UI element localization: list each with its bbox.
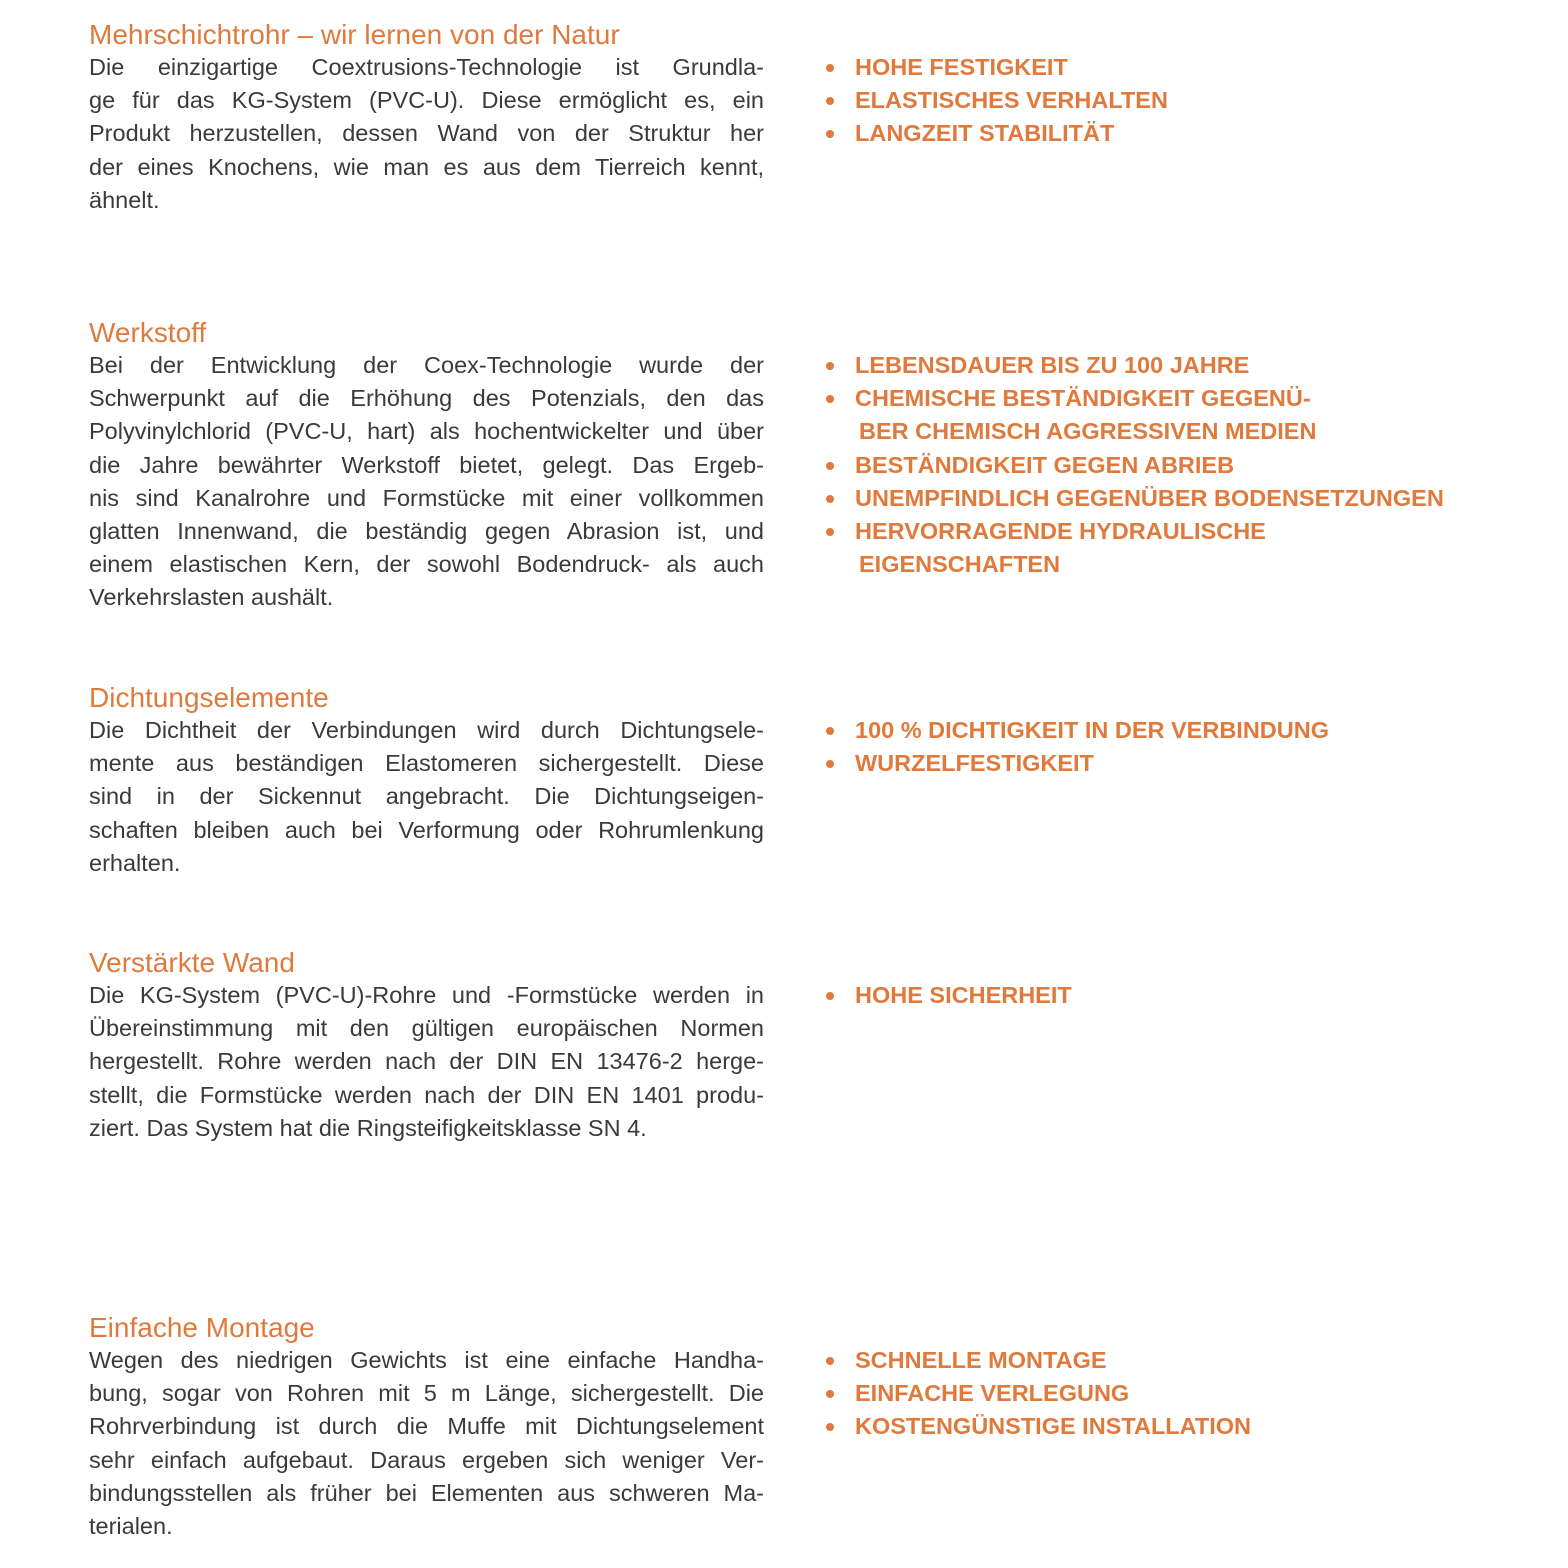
feature-text: HOHE FESTIGKEIT: [855, 54, 1068, 80]
paragraph-line: ähnelt.: [89, 186, 160, 213]
feature-item: [822, 449, 1542, 482]
feature-text: BER CHEMISCH AGGRESSIVEN MEDIEN: [859, 418, 1317, 445]
paragraph-line: terialen.: [89, 1513, 173, 1540]
paragraph-line: ge für das KG-System (PVC-U). Diese ermöglicht es, ein: [89, 87, 764, 114]
paragraph-line: bindungsstellen als früher bei Elementen aus schweren Ma-: [89, 1479, 764, 1506]
feature-item: [822, 1410, 1542, 1443]
feature-text: EINFACHE VERLEGUNG: [855, 1380, 1130, 1407]
feature-text: KOSTENGÜNSTIGE INSTALLATION: [855, 1413, 1252, 1440]
feature-item: [822, 1377, 1542, 1410]
bullet-dot-icon: [826, 130, 834, 138]
bullet-dot-icon: [826, 1357, 834, 1365]
section-heading: Einfache Montage: [89, 1312, 315, 1343]
feature-text: ELASTISCHES VERHALTEN: [855, 87, 1168, 114]
feature-item: [822, 349, 1542, 382]
section-text-column: [89, 18, 764, 217]
paragraph-line: bung, sogar von Rohren mit 5 m Länge, sichergestellt. Die: [89, 1380, 764, 1407]
section-heading: Mehrschichtrohr – wir lernen von der Natur: [89, 19, 620, 50]
bullet-dot-icon: [826, 395, 834, 403]
bullet-dot-icon: [826, 528, 834, 536]
feature-item: [822, 979, 1542, 1012]
feature-item: [822, 1344, 1542, 1377]
paragraph-line: Verkehrslasten aushält.: [89, 584, 334, 611]
bullet-dot-icon: [826, 495, 834, 503]
bullet-dot-icon: [826, 760, 834, 768]
feature-text: HOHE SICHERHEIT: [855, 982, 1072, 1008]
feature-text: EIGENSCHAFTEN: [859, 551, 1061, 578]
paragraph-line: Schwerpunkt auf die Erhöhung des Potenzials, den das: [89, 385, 764, 412]
feature-item: [822, 482, 1542, 515]
paragraph-line: mente aus beständigen Elastomeren sichergestellt. Diese: [89, 750, 764, 777]
paragraph-line: Die einzigartige Coextrusions-Technologie ist Grundla-: [89, 54, 764, 80]
feature-text: UNEMPFINDLICH GEGENÜBER BODENSETZUNGEN: [855, 484, 1444, 511]
paragraph-line: Wegen des niedrigen Gewichts ist eine einfache Handha-: [89, 1347, 764, 1373]
feature-item: [822, 51, 1542, 84]
feature-text: WURZELFESTIGKEIT: [855, 750, 1094, 777]
feature-list: [822, 979, 1542, 1012]
paragraph-line: sehr einfach aufgebaut. Daraus ergeben sich weniger Ver-: [89, 1446, 764, 1473]
paragraph-line: Rohrverbindung ist durch die Muffe mit Dichtungselement: [89, 1413, 764, 1440]
bullet-dot-icon: [826, 1423, 834, 1431]
paragraph-line: Übereinstimmung mit den gültigen europäischen Normen: [89, 1015, 764, 1042]
section-heading: Werkstoff: [89, 317, 207, 348]
feature-list: [822, 51, 1542, 151]
feature-text: HERVORRAGENDE HYDRAULISCHE: [855, 518, 1266, 545]
section-paragraph: [89, 979, 764, 1145]
paragraph-line: stellt, die Formstücke werden nach der DIN EN 1401 produ-: [89, 1081, 764, 1108]
feature-item: [822, 382, 1542, 448]
section-heading: Verstärkte Wand: [89, 947, 295, 978]
paragraph-line: Die Dichtheit der Verbindungen wird durch Dichtungsele-: [89, 717, 764, 743]
feature-list: [822, 349, 1542, 581]
feature-text: LANGZEIT STABILITÄT: [855, 120, 1115, 147]
paragraph-line: der eines Knochens, wie man es aus dem Tierreich kennt,: [89, 153, 764, 180]
paragraph-line: Polyvinylchlorid (PVC-U, hart) als hochentwickelter und über: [89, 418, 764, 445]
section-paragraph: [89, 714, 764, 880]
paragraph-line: Produkt herzustellen, dessen Wand von der Struktur her: [89, 120, 764, 147]
bullet-dot-icon: [826, 992, 834, 1000]
bullet-dot-icon: [826, 462, 834, 470]
section-paragraph: [89, 349, 764, 615]
feature-text: BESTÄNDIGKEIT GEGEN ABRIEB: [855, 451, 1235, 478]
feature-text: SCHNELLE MONTAGE: [855, 1347, 1107, 1373]
feature-list: [822, 714, 1542, 780]
feature-text: LEBENSDAUER BIS ZU 100 JAHRE: [855, 352, 1250, 378]
bullet-dot-icon: [826, 97, 834, 105]
feature-item: [822, 84, 1542, 117]
feature-item: [822, 117, 1542, 150]
feature-item: [822, 747, 1542, 780]
paragraph-line: glatten Innenwand, die beständig gegen Abrasion ist, und: [89, 518, 764, 545]
section-text-column: [89, 946, 764, 1145]
paragraph-line: einem elastischen Kern, der sowohl Bodendruck- als auch: [89, 551, 764, 578]
paragraph-line: die Jahre bewährter Werkstoff bietet, gelegt. Das Ergeb-: [89, 451, 764, 478]
feature-text: 100 % DICHTIGKEIT IN DER VERBINDUNG: [855, 717, 1329, 743]
section-heading: Dichtungselemente: [89, 682, 329, 713]
section-text-column: [89, 316, 764, 615]
section-paragraph: [89, 51, 764, 217]
paragraph-line: Bei der Entwicklung der Coex-Technologie wurde der: [89, 352, 764, 378]
feature-list: [822, 1344, 1542, 1444]
feature-text: CHEMISCHE BESTÄNDIGKEIT GEGENÜ-: [855, 385, 1311, 412]
bullet-dot-icon: [826, 64, 834, 72]
section-paragraph: [89, 1344, 764, 1543]
paragraph-line: nis sind Kanalrohre und Formstücke mit einer vollkommen: [89, 484, 764, 511]
bullet-dot-icon: [826, 727, 834, 735]
paragraph-line: ziert. Das System hat die Ringsteifigkeitsklasse SN 4.: [89, 1114, 647, 1141]
paragraph-line: hergestellt. Rohre werden nach der DIN EN 13476-2 herge-: [89, 1048, 764, 1075]
paragraph-line: erhalten.: [89, 849, 181, 876]
bullet-dot-icon: [826, 362, 834, 370]
feature-item: [822, 714, 1542, 747]
feature-item: [822, 515, 1542, 581]
paragraph-line: schaften bleiben auch bei Verformung oder Rohrumlenkung: [89, 816, 764, 843]
bullet-dot-icon: [826, 1390, 834, 1398]
section-text-column: [89, 681, 764, 880]
section-text-column: [89, 1311, 764, 1543]
paragraph-line: sind in der Sickennut angebracht. Die Dichtungseigen-: [89, 783, 764, 810]
paragraph-line: Die KG-System (PVC-U)-Rohre und -Formstücke werden in: [89, 982, 764, 1008]
